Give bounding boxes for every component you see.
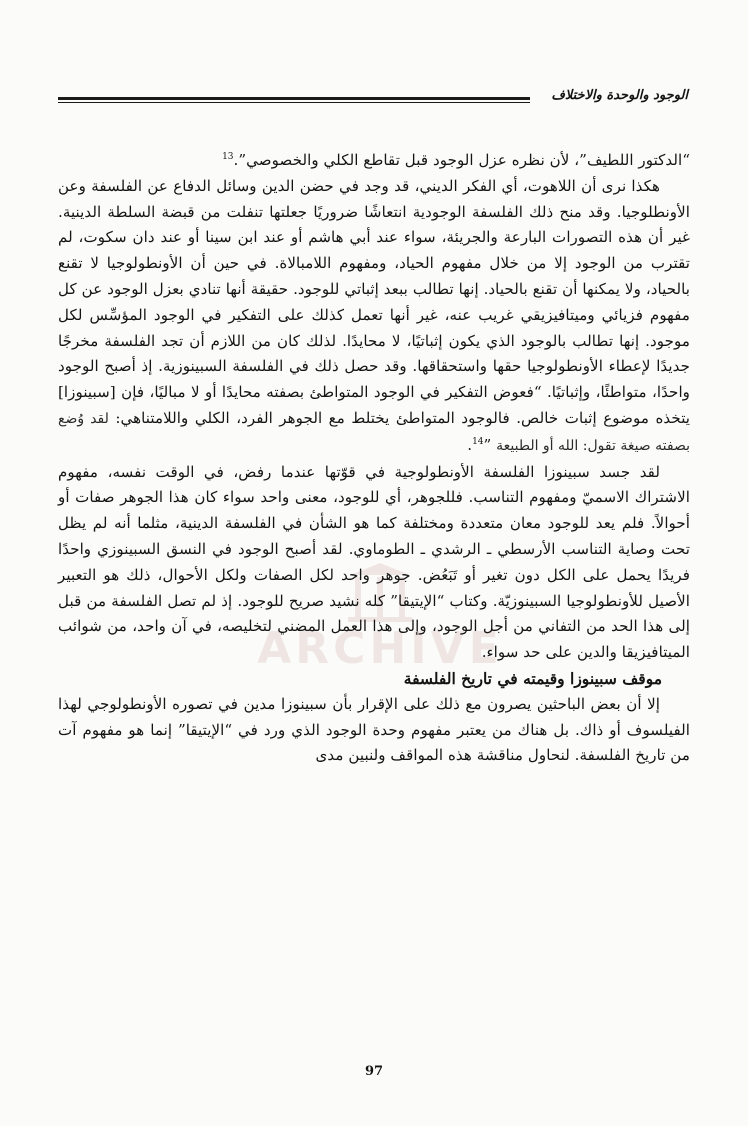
header-rule: [58, 97, 530, 100]
paragraph-1: [58, 148, 690, 174]
paragraph-2: هكذا نرى أن اللاهوت، أي الفكر الديني، قد وجد في حضن الدين وسائل الدفاع عن الفلسفة وعن الأونطلوجيا. وقد منح ذلك الفلسفة الوجودية انتعاشًا ضروريًا جعلتها تنفلت من قبضة السلطة الدينية. غير أن هذه التصورات البارعة والجريئة، سواء عند أبي هاشم أو عند ابن سينا أو عند دان سكوت، لم تقترب من الوجود إلا من خلال مفهوم الحياد، ومفهوم اللامبالاة. في حين أن الأونطولوجيا لا تقنع بالحياد، ولا يمكنها أن تقنع بالحياد. إنها تطالب ببعد إثباتي للوجود. حقيقة أنها تنادي بعزل الوجود عن كل مفهوم فزيائي وميتافيزيقي غريب عنه، غير أنها تعمل كذلك على التفكير في الوجود المؤسِّس لكل موجود. إنها تطالب بالوجود الذي يكون إثباتيًا، لا محايدًا. لذلك كان من اللازم أن تجد الفلسفة مخرجًا جديدًا لإعطاء الأونطولوجيا حقها واستحقاقها. وقد حصل ذلك في الفلسفة السبينوزية. إذ أصبح الوجود واحدًا، متواطئًا، وإثباتيًا. “فعوض التفكير في الوجود المتواطئ بصفته محايدًا أو لا مباليًا، فإن [سبينوزا] يتخذه موضوع إثبات خالص. فالوجود المتواطئ يختلط مع الجوهر الفرد، الكلي واللامتناهي: لقد وُضع بصفته صيغة تقول: الله أو الطبيعة ”$^{14}$.: [58, 176, 691, 454]
paragraph-3: لقد جسد سبينوزا الفلسفة الأونطولوجية في قوّتها عندما رفض، في الوقت نفسه، مفهوم الاشتراك الاسميّ ومفهوم التناسب. فللجوهر، أي للوجود، معنى واحد سواء كان هذا الجوهر صفات أو أحوالاً. فلم يعد للوجود معان متعددة ومختلفة كما هو الشأن في الفلسفة الدينية، مثلما أنه لم يظل تحت وصاية التناسب الأرسطي ـ الرشدي ـ الطوماوي. لقد أصبح الوجود في النسق السبينوزي واحدًا فريدًا يحمل على الكل دون تغير أو تَبَعُض. جوهر واحد لكل الصفات ولكل الأحوال، ذلك هو التعبير الأصيل للأونطولوجيا السبينوزيّة. وكتاب “الإيتيقا” كله نشيد صريح للوجود. إذ لم تصل الفلسفة من قبل إلى هذا الحد من التفاني من أجل الوجود، وإلى هذا العمل المضني لتخليصه، في آن واحد، من شوائب الميتافيزيقا والدين على حد سواء.: [58, 462, 690, 662]
paragraph-4: إلا أن بعض الباحثين يصرون مع ذلك على الإقرار بأن سبينوزا مدين في تصوره الأونطولوجي لهذا الفيلسوف أو ذاك. بل هناك من يعتبر مفهوم وحدة الوجود الذي ورد في “الإيتيقا” إنما هو مفهوم آت من تاريخ الفلسفة. لنحاول مناقشة هذه المواقف ولنبين مدى: [58, 694, 690, 765]
svg-text:ARCHIVE: ARCHIVE: [257, 623, 503, 674]
main-text: [58, 148, 690, 769]
page-number: 97: [364, 1064, 384, 1079]
section-heading: موقف سبينوزا وقيمته في تاريخ الفلسفة: [403, 668, 662, 688]
paragraph-1-text: “الدكتور اللطيف”، لأن نظره عزل الوجود قبل تقاطع الكلي والخصوصي”.: [233, 151, 690, 169]
running-header: [58, 88, 688, 108]
footnote-ref-13: 13: [222, 151, 234, 162]
header-rule-thin: [58, 102, 530, 103]
paragraph-2-text: هكذا نرى أن اللاهوت، أي الفكر الديني، قد وجد في حضن الدين وسائل الدفاع عن الفلسفة وعن الأونطلوجيا. وقد منح ذلك الفلسفة الوجودية انتعاشًا ضروريًا جعلتها تنفلت من قبضة السلطة الدينية. غير أن هذه التصورات البارعة والجريئة، سواء عند أبي هاشم أو عند ابن سينا أو عند دان سكوت، لم تقترب من الوجود إلا من خلال مفهوم الحياد، ومفهوم اللامبالاة. في حين أن الأونطولوجيا لا تقنع بالحياد، ولا يمكنها أن تقنع بالحياد. إنها تطالب ببعد إثباتي للوجود. حقيقة أنها تنادي بعزل الوجود عن كل مفهوم فزيائي وميتافيزيقي غريب عنه، غير أنها تعمل كذلك على التفكير في الوجود المؤسِّس لكل موجود. إنها تطالب بالوجود الذي يكون إثباتيًا، لا محايدًا. لذلك كان من اللازم أن تجد الفلسفة مخرجًا جديدًا لإعطاء الأونطولوجيا حقها واستحقاقها. وقد حصل ذلك في الفلسفة السبينوزية. إذ أصبح الوجود واحدًا، متواطئًا، وإثباتيًا. “فعوض التفكير في الوجود المتواطئ بصفته محايدًا أو لا مباليًا، فإن [سبينوزا] يتخذه موضوع إثبات خالص. فالوجود المتواطئ يختلط مع الجوهر الفرد، الكلي واللامتناهي:: [58, 176, 691, 427]
paragraph-2-quote: لقد وُضع بصفته صيغة تقول: الله أو الطبيعة: [58, 410, 690, 454]
header-title: الوجود والوحدة والاختلاف: [551, 88, 688, 103]
footnote-ref-14: 14: [472, 436, 484, 447]
